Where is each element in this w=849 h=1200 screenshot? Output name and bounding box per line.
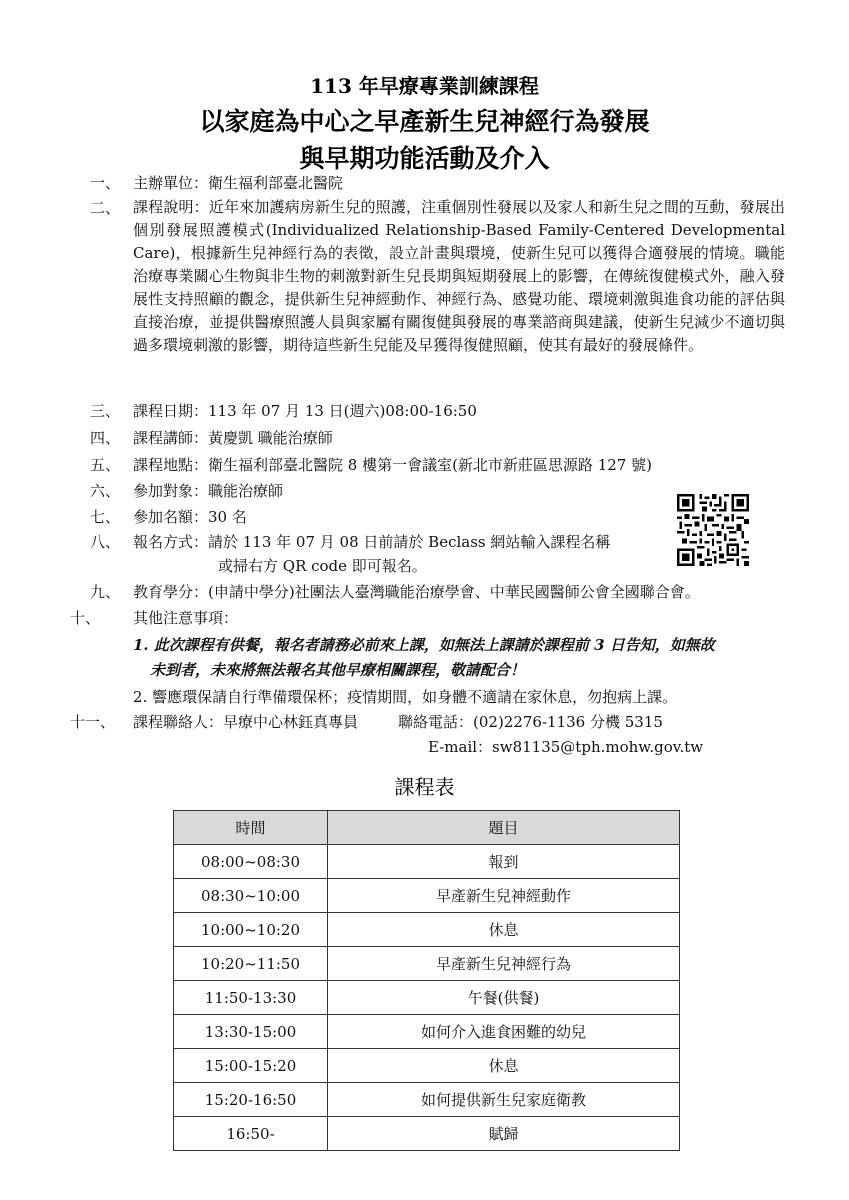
cell-topic: 早產新生兒神經行為: [328, 947, 680, 981]
cell-time: 08:30~10:00: [174, 879, 328, 913]
section-number: 七、: [90, 508, 121, 526]
table-row: [174, 947, 680, 981]
cell-topic: 如何提供新生兒家庭衛教: [328, 1083, 680, 1117]
section-number: 八、: [90, 533, 121, 551]
cell-topic: 早產新生兒神經動作: [328, 879, 680, 913]
title-line-1: 113 年早療專業訓練課程: [310, 74, 539, 98]
qr-code-icon[interactable]: [677, 494, 749, 566]
section-number: 四、: [90, 429, 121, 447]
contact-email[interactable]: E-mail：sw81135@tph.mohw.gov.tw: [428, 738, 704, 756]
note-meal-line-2: 未到者，未來將無法報名其他早療相關課程，敬請配合！: [150, 661, 526, 679]
section-number: 一、: [90, 174, 121, 192]
cell-time: 13:30-15:00: [174, 1015, 328, 1049]
section-text: 教育學分：(申請中學分)社團法人臺灣職能治療學會、中華民國醫師公會全國聯合會。: [133, 583, 700, 601]
cell-topic: 休息: [328, 1049, 680, 1083]
title-line-2: 以家庭為中心之早產新生兒神經行為發展: [199, 107, 650, 136]
section-text: 課程講師：黃慶凱 職能治療師: [133, 429, 333, 447]
contact-phone: 聯絡電話：(02)2276-1136 分機 5315: [398, 713, 663, 731]
cell-topic: 午餐(供餐): [328, 981, 680, 1015]
cell-time: 15:00-15:20: [174, 1049, 328, 1083]
cell-topic: 賦歸: [328, 1117, 680, 1151]
header-time: 時間: [174, 811, 328, 845]
section-number: 九、: [90, 583, 121, 601]
cell-time: 10:20~11:50: [174, 947, 328, 981]
table-row: [174, 1083, 680, 1117]
note-meal-line-1: 1. 此次課程有供餐，報名者請務必前來上課，如無法上課請於課程前 3 日告知，如無故: [133, 636, 715, 654]
section-number: 六、: [90, 482, 121, 500]
table-row: [174, 1117, 680, 1151]
section-number: 三、: [90, 402, 121, 420]
section-text: 主辦單位：衛生福利部臺北醫院: [133, 174, 344, 192]
section-text-line-1: 報名方式：請於 113 年 07 月 08 日前請於 Beclass 網站輸入課程名稱: [133, 533, 611, 551]
table-row: [174, 913, 680, 947]
table-row: [174, 981, 680, 1015]
table-row: [174, 1049, 680, 1083]
title-line-3: 與早期功能活動及介入: [299, 144, 550, 173]
cell-topic: 休息: [328, 913, 680, 947]
section-text: 課程說明：近年來加護病房新生兒的照護，注重個別性發展以及家人和新生兒之間的互動，發展出個別發展照護模式(Individualized Relationship-Based Family-Centered Developmental Care)，根據新生兒神經行為的表徵，設立計畫與環境，使新生兒可以獲得合適發展的情境。職能治療專業關心生物與非生物的刺激對新生兒長期與短期發展上的影響，在傳統復健模式外，融入發展性支持照顧的觀念，提供新生兒神經動作、神經行為、感覺功能、環境刺激與進食功能的評估與直接治療，並提供醫療照護人員與家屬有關復健與發展的專業諮商與建議，使新生兒減少不適切與過多環境刺激的影響，期待這些新生兒能及早獲得復健照顧，使其有最好的發展條件。: [133, 198, 785, 354]
section-text: 參加名額：30 名: [133, 508, 247, 526]
schedule-title: 課程表: [394, 775, 455, 799]
schedule-table: [173, 810, 680, 1151]
cell-time: 10:00~10:20: [174, 913, 328, 947]
section-text: 課程地點：衛生福利部臺北醫院 8 樓第一會議室(新北市新莊區思源路 127 號): [133, 456, 652, 474]
cell-topic: 如何介入進食困難的幼兒: [328, 1015, 680, 1049]
table-row: [174, 1015, 680, 1049]
note-environment: 2. 響應環保請自行準備環保杯；疫情期間，如身體不適請在家休息，勿抱病上課。: [133, 688, 678, 706]
section-number: 五、: [90, 456, 121, 474]
cell-time: 16:50-: [174, 1117, 328, 1151]
table-row: [174, 879, 680, 913]
header-topic: 題目: [328, 811, 680, 845]
section-number: 十、: [70, 609, 101, 627]
section-number: 十一、: [70, 713, 116, 731]
contact-person: 課程聯絡人：早療中心林鈺真專員: [133, 713, 359, 731]
cell-time: 08:00~08:30: [174, 845, 328, 879]
section-text-line-2: 或掃右方 QR code 即可報名。: [218, 557, 427, 575]
cell-time: 11:50-13:30: [174, 981, 328, 1015]
table-row: [174, 845, 680, 879]
section-text: 課程日期：113 年 07 月 13 日(週六)08:00-16:50: [133, 402, 477, 420]
section-text: 參加對象：職能治療師: [133, 482, 284, 500]
section-text: 其他注意事項：: [133, 609, 239, 627]
cell-time: 15:20-16:50: [174, 1083, 328, 1117]
table-header-row: [174, 811, 680, 845]
cell-topic: 報到: [328, 845, 680, 879]
section-number: 二、: [90, 199, 121, 217]
